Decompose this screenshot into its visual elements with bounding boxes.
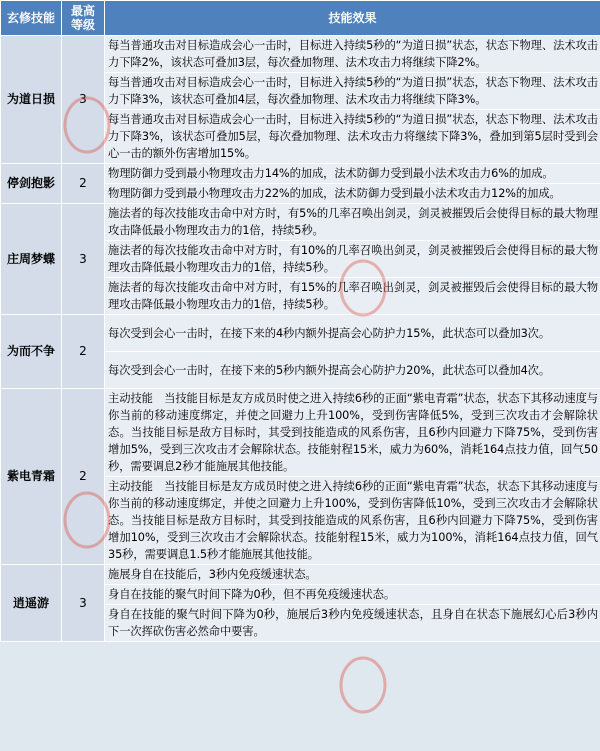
table-row bbox=[1, 36, 600, 73]
table-row bbox=[1, 204, 600, 241]
skill-effect: 施展身自在技能后，3秒内免疫缓速状态。 bbox=[105, 565, 600, 585]
skill-effect: 施法者的每次技能攻击命中对方时，有5%的几率召唤出剑灵，剑灵被摧毁后会使得目标的最大物理攻击降低最小物理攻击力的1倍，持续5秒。 bbox=[105, 204, 600, 241]
skill-effect: 施法者的每次技能攻击命中对方时，有10%的几率召唤出剑灵，剑灵被摧毁后会使得目标的最大物理攻击降低最小物理攻击力的1倍，持续5秒。 bbox=[105, 241, 600, 278]
header-skill: 玄修技能 bbox=[1, 1, 62, 36]
skill-level: 2 bbox=[62, 164, 105, 204]
skill-name: 逍遥游 bbox=[1, 565, 62, 642]
skill-effect: 每当普通攻击对目标造成会心一击时，目标进入持续5秒的“为道日损”状态，状态下物理、法术攻击力下降3%，该状态可叠加5层，每次叠加物理、法术攻击力将继续下降3%，叠加到第5层时受到会心一击的额外伤害增加15%。 bbox=[105, 110, 600, 164]
skill-effect: 每次受到会心一击时，在接下来的5秒内额外提高会心防护力20%，此状态可以叠加4次。 bbox=[105, 352, 600, 389]
skill-effect: 每次受到会心一击时，在接下来的4秒内额外提高会心防护力15%，此状态可以叠加3次。 bbox=[105, 315, 600, 352]
skill-effect: 物理防御力受到最小物理攻击力22%的加成，法术防御力受到最小法术攻击力12%的加成。 bbox=[105, 184, 600, 204]
skill-effect: 施法者的每次技能攻击命中对方时，有15%的几率召唤出剑灵，剑灵被摧毁后会使得目标的最大物理攻击降低最小物理攻击力的1倍，持续5秒。 bbox=[105, 278, 600, 315]
table-row bbox=[1, 164, 600, 184]
skill-effect: 身自在技能的聚气时间下降为0秒，但不再免疫缓速状态。 bbox=[105, 585, 600, 605]
skill-name: 庄周梦蝶 bbox=[1, 204, 62, 315]
header-level: 最高等级 bbox=[62, 1, 105, 36]
skill-level: 3 bbox=[62, 565, 105, 642]
skill-effect: 身自在技能的聚气时间下降为0秒，施展后3秒内免疫缓速状态，且身自在状态下施展幻心后3秒内下一次挥砍伤害必然命中要害。 bbox=[105, 605, 600, 642]
skill-name: 为道日损 bbox=[1, 36, 62, 164]
table-row bbox=[1, 389, 600, 477]
header-effect: 技能效果 bbox=[105, 1, 600, 36]
table-row bbox=[1, 565, 600, 585]
skill-effect: 物理防御力受到最小物理攻击力14%的加成，法术防御力受到最小法术攻击力6%的加成。 bbox=[105, 164, 600, 184]
skill-effect: 每当普通攻击对目标造成会心一击时，目标进入持续5秒的“为道日损”状态，状态下物理、法术攻击力下降3%，该状态可叠加4层，每次叠加物理、法术攻击力将继续下降3%。 bbox=[105, 73, 600, 110]
skill-effect: 每当普通攻击对目标造成会心一击时，目标进入持续5秒的“为道日损”状态，状态下物理、法术攻击力下降2%，该状态可叠加3层，每次叠加物理、法术攻击力将继续下降2%。 bbox=[105, 36, 600, 73]
skill-level: 2 bbox=[62, 389, 105, 565]
watermark-seal-icon bbox=[338, 655, 388, 715]
skill-name: 紫电青霜 bbox=[1, 389, 62, 565]
skill-effect: 主动技能 当技能目标是友方成员时使之进入持续6秒的正面“紫电青霜”状态，状态下其移动速度与你当前的移动速度绑定，并使之回避力上升100%，受到伤害降低5%，受到三次攻击才会解除状态。当技能目标是敌方目标时，其受到技能造成的风系伤害，且6秒内回避力下降75%，受到伤害增加5%，受到三次攻击才会解除状态。技能射程15米，威力为60%，消耗164点技力值，回气50秒，需要调息2秒才能施展其他技能。 bbox=[105, 389, 600, 477]
skill-level: 2 bbox=[62, 315, 105, 389]
table-row bbox=[1, 315, 600, 352]
skill-effect: 主动技能 当技能目标是友方成员时使之进入持续6秒的正面“紫电青霜”状态，状态下其移动速度与你当前的移动速度绑定，并使之回避力上升100%，受到伤害降低10%，受到三次攻击才会解除状态。当技能目标是敌方目标时，其受到技能造成的风系伤害，且6秒内回避力下降75%，受到伤害增加10%，受到三次攻击才会解除状态。技能射程15米，威力为100%，消耗164点技力值，回气35秒，需要调息1.5秒才能施展其他技能。 bbox=[105, 477, 600, 565]
skill-level: 3 bbox=[62, 204, 105, 315]
skill-name: 为而不争 bbox=[1, 315, 62, 389]
skill-level: 3 bbox=[62, 36, 105, 164]
skill-name: 停剑抱影 bbox=[1, 164, 62, 204]
header-row bbox=[1, 1, 600, 36]
